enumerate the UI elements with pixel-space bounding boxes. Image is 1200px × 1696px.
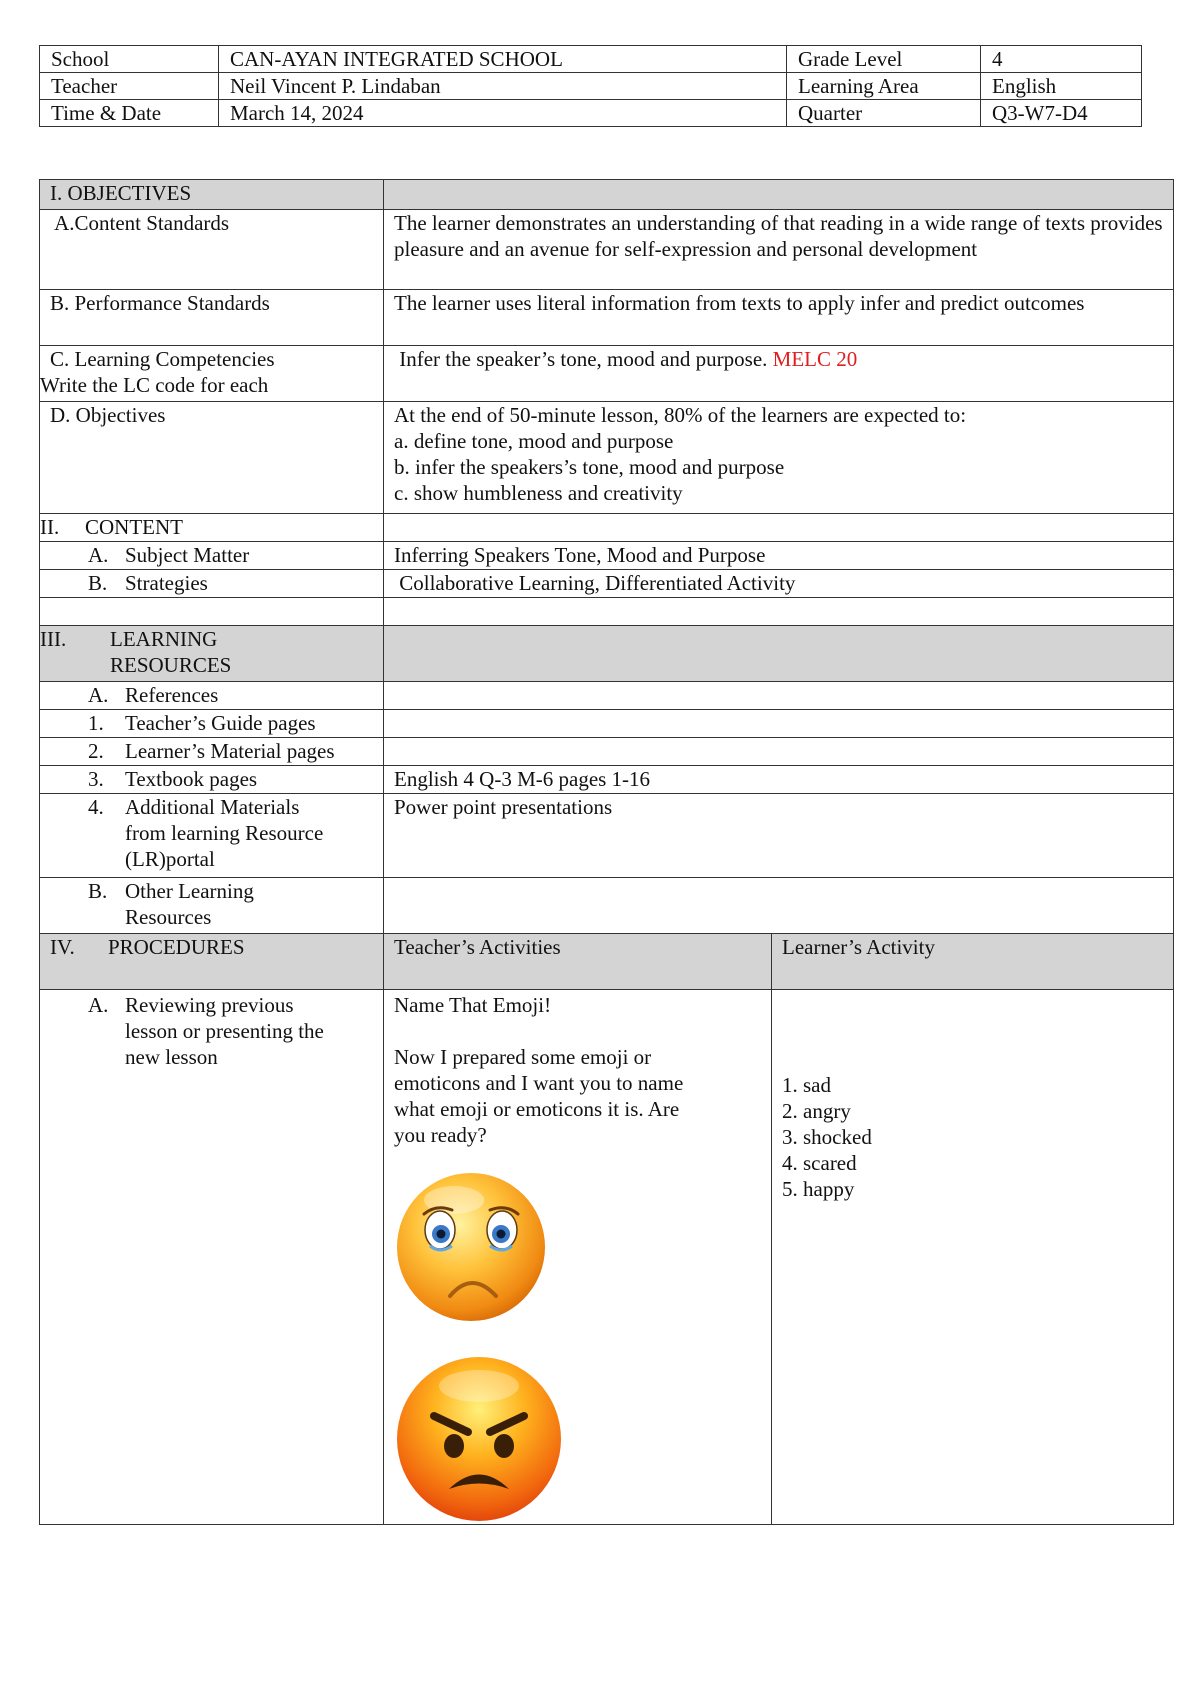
answer-2: 2. angry	[782, 1099, 851, 1123]
content-heading	[40, 514, 384, 542]
references-value	[384, 682, 1174, 710]
teacher-label: Teacher	[40, 73, 219, 100]
activity-text-line-2: emoticons and I want you to name	[394, 1071, 684, 1095]
objectives-label: D. Objectives	[40, 402, 384, 514]
learners-material-num: 2.	[88, 739, 104, 763]
performance-standards-value: The learner uses literal information from texts to apply infer and predict outcomes	[384, 290, 1174, 346]
learning-competencies-line-1: C. Learning Competencies	[50, 347, 275, 371]
textbook-text: Textbook pages	[125, 767, 258, 791]
learning-resources-line-2: RESOURCES	[110, 653, 232, 677]
learning-area-value: English	[981, 73, 1142, 100]
learners-material-text: Learner’s Material pages	[125, 739, 335, 763]
teacher-value: Neil Vincent P. Lindaban	[219, 73, 787, 100]
quarter-label: Quarter	[787, 100, 981, 127]
objective-b: b. infer the speakers’s tone, mood and purpose	[394, 455, 785, 479]
melc-code: MELC 20	[772, 347, 858, 371]
teachers-guide-num: 1.	[88, 711, 104, 735]
additional-materials-line-2: from learning Resource	[125, 821, 324, 845]
objectives-heading-blank	[384, 180, 1174, 210]
objective-a: a. define tone, mood and purpose	[394, 429, 674, 453]
other-resources-line-2: Resources	[125, 905, 212, 929]
strategies-num: B.	[88, 571, 108, 595]
procedures-roman: IV.	[50, 935, 75, 959]
objective-c: c. show humbleness and creativity	[394, 481, 683, 505]
content-heading-blank	[384, 514, 1174, 542]
reviewing-label	[40, 990, 384, 1525]
textbook-num: 3.	[88, 767, 104, 791]
additional-materials-line-3: (LR)portal	[125, 847, 215, 871]
content-heading-text: CONTENT	[85, 515, 183, 539]
other-resources-num: B.	[88, 879, 108, 903]
content-standards-value: The learner demonstrates an understanding of that reading in a wide range of texts provides pleasure and an avenue for self-expression and personal development	[384, 210, 1174, 290]
learning-area-label: Learning Area	[787, 73, 981, 100]
learning-resources-heading	[40, 626, 384, 682]
textbook-label	[40, 766, 384, 794]
additional-materials-num: 4.	[88, 795, 104, 819]
procedures-heading	[40, 934, 384, 990]
strategies-label	[40, 570, 384, 598]
grade-level-label: Grade Level	[787, 46, 981, 73]
objectives-list	[384, 402, 1174, 514]
school-value: CAN-AYAN INTEGRATED SCHOOL	[219, 46, 787, 73]
reviewing-line-3: new lesson	[125, 1045, 218, 1069]
school-label: School	[40, 46, 219, 73]
content-standards-label: A.Content Standards	[40, 210, 384, 290]
activity-text-line-3: what emoji or emoticons it is. Are	[394, 1097, 680, 1121]
learning-competencies-value	[384, 346, 1174, 402]
learners-material-value	[384, 738, 1174, 766]
procedures-heading-text: PROCEDURES	[108, 935, 245, 959]
reviewing-num: A.	[88, 993, 109, 1017]
learning-resources-line-1: LEARNING	[110, 627, 218, 651]
teachers-activities-heading: Teacher’s Activities	[384, 934, 772, 990]
learners-activity-cell	[772, 990, 1174, 1525]
references-text: References	[125, 683, 219, 707]
performance-standards-label: B. Performance Standards	[40, 290, 384, 346]
content-roman: II.	[40, 515, 60, 539]
activity-text-line-4: you ready?	[394, 1123, 487, 1147]
other-resources-value	[384, 878, 1174, 934]
objectives-intro: At the end of 50-minute lesson, 80% of the learners are expected to:	[394, 403, 967, 427]
reviewing-line-1: Reviewing previous	[125, 993, 294, 1017]
time-date-label: Time & Date	[40, 100, 219, 127]
teachers-guide-label	[40, 710, 384, 738]
quarter-value: Q3-W7-D4	[981, 100, 1142, 127]
learners-material-label	[40, 738, 384, 766]
time-date-value: March 14, 2024	[219, 100, 787, 127]
header-info-table	[39, 45, 1142, 127]
competency-text: Infer the speaker’s tone, mood and purpose.	[394, 347, 773, 371]
learning-competencies-label	[40, 346, 384, 402]
learners-activity-heading: Learner’s Activity	[772, 934, 1174, 990]
reviewing-line-2: lesson or presenting the	[125, 1019, 324, 1043]
grade-level-value: 4	[981, 46, 1142, 73]
other-resources-line-1: Other Learning	[125, 879, 254, 903]
answer-3: 3. shocked	[782, 1125, 872, 1149]
textbook-value: English 4 Q-3 M-6 pages 1-16	[384, 766, 1174, 794]
blank-row-left	[40, 598, 384, 626]
angry-emoji-icon	[394, 1354, 564, 1524]
subject-matter-num: A.	[88, 543, 109, 567]
subject-matter-label	[40, 542, 384, 570]
blank-row-right	[384, 598, 1174, 626]
answer-5: 5. happy	[782, 1177, 855, 1201]
objectives-heading: I. OBJECTIVES	[40, 180, 384, 210]
strategies-value: Collaborative Learning, Differentiated Activity	[384, 570, 1174, 598]
learning-resources-blank	[384, 626, 1174, 682]
references-num: A.	[88, 683, 109, 707]
subject-matter-value: Inferring Speakers Tone, Mood and Purpose	[384, 542, 1174, 570]
other-resources-label	[40, 878, 384, 934]
additional-materials-label	[40, 794, 384, 878]
subject-matter-text: Subject Matter	[125, 543, 250, 567]
references-label	[40, 682, 384, 710]
activity-text-line-1: Now I prepared some emoji or	[394, 1045, 652, 1069]
answer-4: 4. scared	[782, 1151, 857, 1175]
sad-emoji-icon	[394, 1170, 554, 1330]
learning-resources-roman: III.	[40, 627, 67, 651]
additional-materials-line-1: Additional Materials	[125, 795, 300, 819]
lesson-plan-table	[39, 179, 1174, 1525]
answers-list	[782, 1072, 1163, 1202]
strategies-text: Strategies	[125, 571, 208, 595]
teachers-guide-value	[384, 710, 1174, 738]
learning-competencies-line-2: Write the LC code for each	[40, 373, 269, 397]
teachers-activity-cell	[384, 990, 772, 1525]
teachers-guide-text: Teacher’s Guide pages	[125, 711, 316, 735]
additional-materials-value: Power point presentations	[384, 794, 1174, 878]
activity-title: Name That Emoji!	[394, 993, 552, 1017]
answer-1: 1. sad	[782, 1073, 831, 1097]
